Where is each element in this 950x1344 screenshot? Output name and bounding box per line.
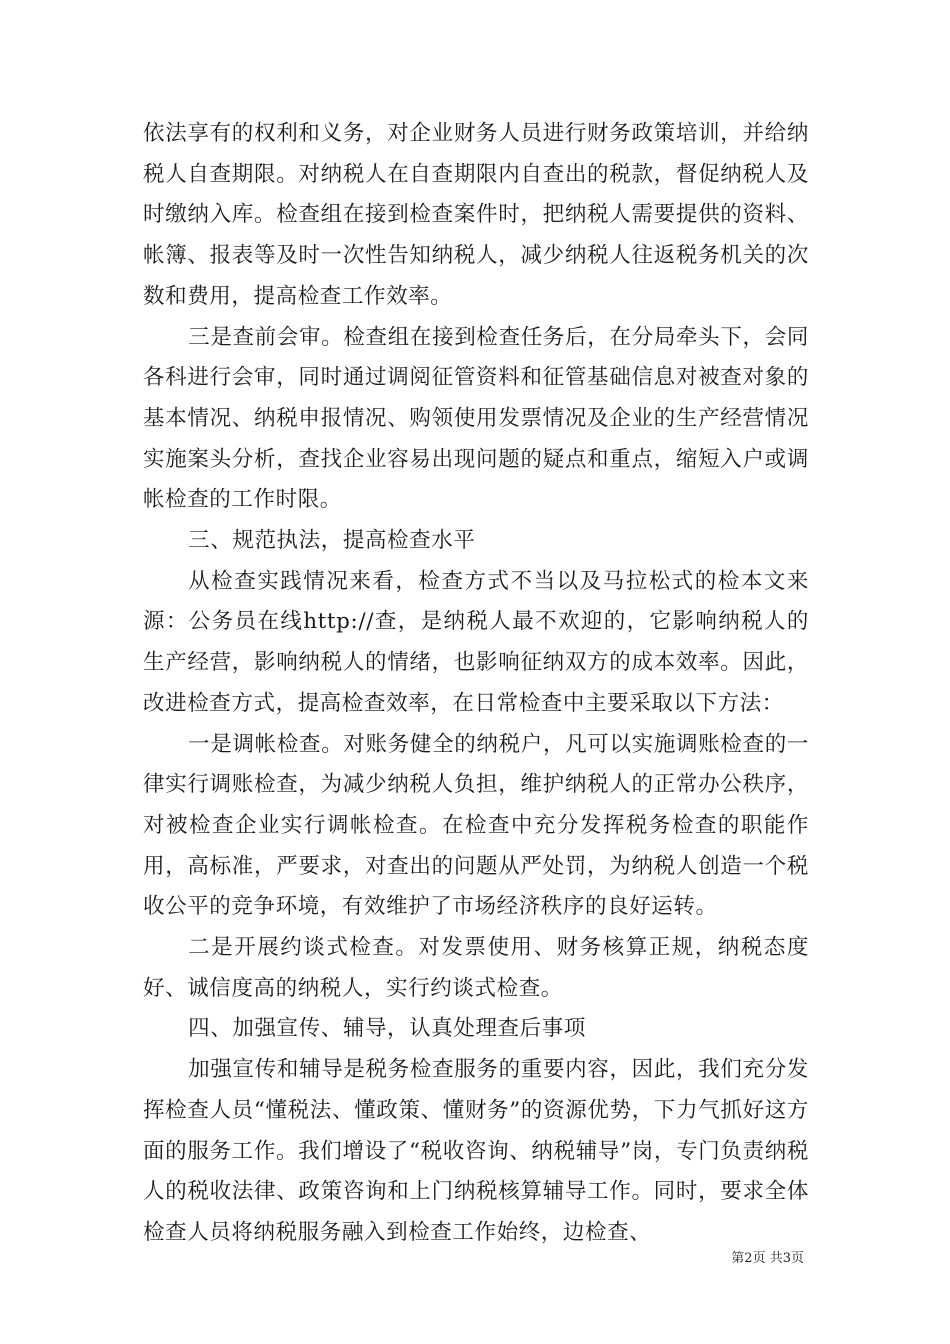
paragraph-pre-review: 三是查前会审。检查组在接到检查任务后，在分局牵头下，会同各科进行会审，同时通过调阅征管资料和征管基础信息对被查对象的基本情况、纳税申报情况、购领使用发票情况及企业的生产经营情况实施案头分析，查找企业容易出现问题的疑点和重点，缩短入户或调帐检查的工作时限。	[143, 324, 809, 513]
paragraph-inspection-practice: 从检查实践情况来看，检查方式不当以及马拉松式的检本文来源：公务员在线http://查，是纳税人最不欢迎的，它影响纳税人的生产经营，影响纳税人的情绪，也影响征纳双方的成本效率。因此，改进检查方式，提高检查效率，在日常检查中主要采取以下方法：	[143, 568, 809, 716]
paragraph-continued: 依法享有的权利和义务，对企业财务人员进行财务政策培训，并给纳税人自查期限。对纳税人在自查期限内自查出的税款，督促纳税人及时缴纳入库。检查组在接到检查案件时，把纳税人需要提供的资料、帐簿、报表等及时一次性告知纳税人，减少纳税人往返税务机关的次数和费用，提高检查工作效率。	[143, 121, 809, 309]
document-body	[143, 114, 809, 1254]
paragraph-publicity: 加强宣传和辅导是税务检查服务的重要内容，因此，我们充分发挥检查人员“懂税法、懂政策、懂财务”的资源优势，下力气抓好这方面的服务工作。我们增设了“税收咨询、纳税辅导”岗，专门负责纳税人的税收法律、政策咨询和上门纳税核算辅导工作。同时，要求全体检查人员将纳税服务融入到检查工作始终，边检查、	[143, 1057, 809, 1245]
paragraph-account-audit: 一是调帐检查。对账务健全的纳税户，凡可以实施调账检查的一律实行调账检查，为减少纳税人负担，维护纳税人的正常办公秩序，对被检查企业实行调帐检查。在检查中充分发挥税务检查的职能作用，高标准，严要求，对查出的问题从严处罚，为纳税人创造一个税收公平的竞争环境，有效维护了市场经济秩序的良好运转。	[143, 731, 809, 920]
section-heading-4: 四、加强宣传、辅导，认真处理查后事项	[188, 1016, 586, 1042]
footer-current-page: 2	[744, 1251, 753, 1266]
footer-middle: 页 共	[752, 1251, 783, 1266]
section-heading-3: 三、规范执法，提高检查水平	[188, 528, 476, 554]
footer-prefix: 第	[731, 1251, 745, 1266]
page-number-footer	[731, 1247, 804, 1266]
paragraph-interview-audit: 二是开展约谈式检查。对发票使用、财务核算正规，纳税态度好、诚信度高的纳税人，实行约谈式检查。	[143, 935, 809, 1001]
footer-total-pages: 3	[782, 1251, 791, 1266]
footer-suffix: 页	[790, 1251, 804, 1266]
